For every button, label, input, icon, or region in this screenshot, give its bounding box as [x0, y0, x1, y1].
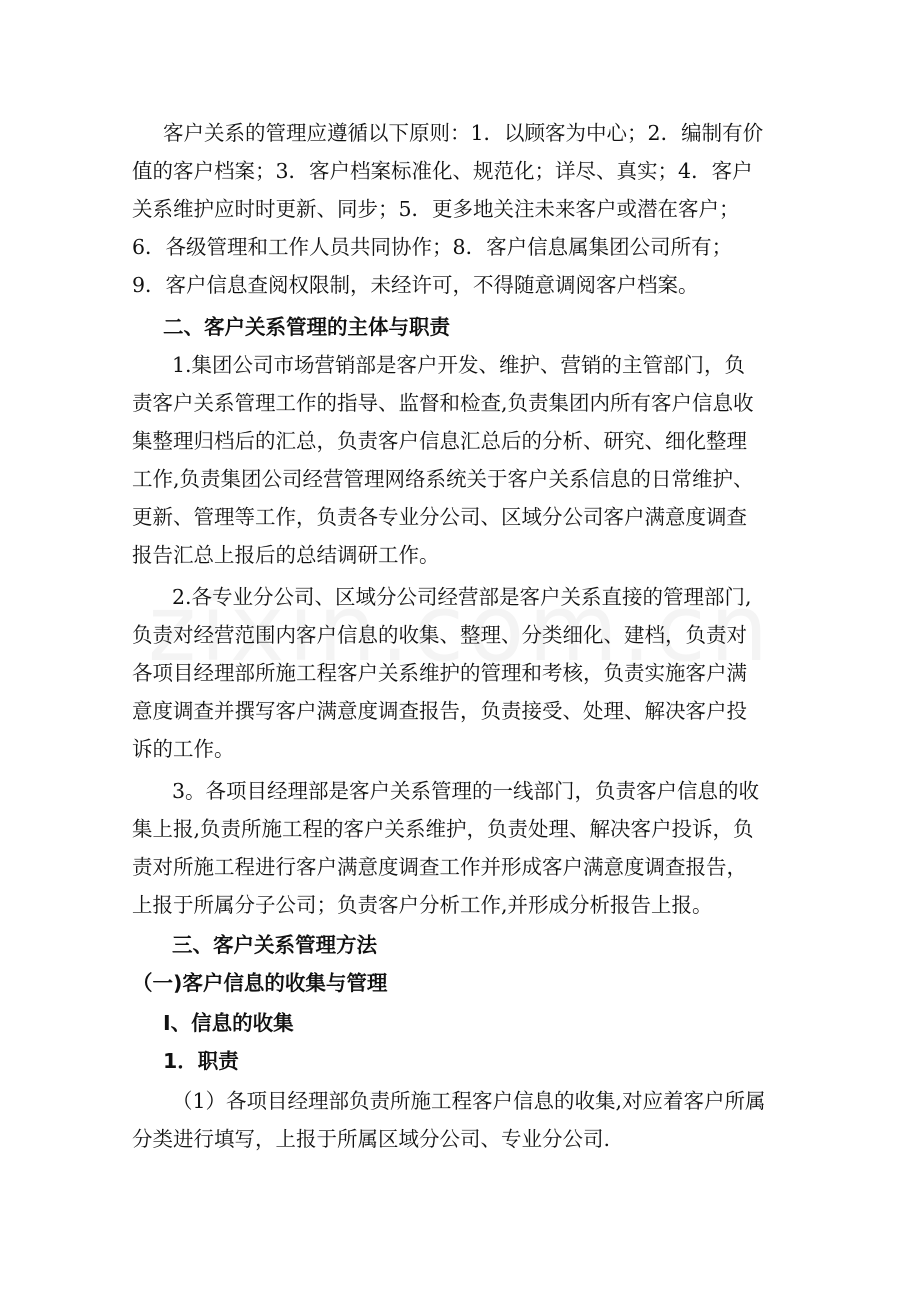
item3-line-3: 责对所施工程进行客户满意度调查工作并形成客户满意度调查报告， [132, 855, 747, 879]
item1-line-6: 报告汇总上报后的总结调研工作。 [132, 543, 440, 567]
item1-line-4: 工作,负责集团公司经营管理网络系统关于客户关系信息的日常维护、 [132, 467, 754, 491]
principles-line-2: 值的客户档案；3．客户档案标准化、规范化；详尽、真实；4．客户 [132, 159, 753, 183]
subsection-heading-duties: 1．职责 [163, 1049, 239, 1073]
item1-line-1: 1.集团公司市场营销部是客户开发、维护、营销的主管部门，负 [172, 353, 746, 377]
item2-line-4: 意度调查并撰写客户满意度调查报告，负责接受、处理、解决客户投 [132, 699, 747, 723]
principles-line-1: 客户关系的管理应遵循以下原则：1．以顾客为中心；2．编制有价 [163, 121, 764, 145]
item2-line-1: 2.各专业分公司、区域分公司经营部是客户关系直接的管理部门, [172, 585, 752, 609]
item3-line-4: 上报于所属分子公司；负责客户分析工作,并形成分析报告上报。 [132, 893, 713, 917]
item2-line-3: 各项目经理部所施工程客户关系维护的管理和考核，负责实施客户满 [132, 661, 747, 685]
subsection-heading-info-collection: Ⅰ、信息的收集 [163, 1011, 294, 1035]
principles-line-5: 9．客户信息查阅权限制，未经许可，不得随意调阅客户档案。 [132, 273, 699, 297]
item3-line-2: 集上报,负责所施工程的客户关系维护，负责处理、解决客户投诉，负 [132, 817, 754, 841]
section-heading-3: 三、客户关系管理方法 [172, 933, 377, 957]
principles-line-3: 关系维护应时时更新、同步；5．更多地关注未来客户或潜在客户； [132, 197, 740, 221]
item2-line-5: 诉的工作。 [132, 737, 235, 761]
subsection-heading-1: （一)客户信息的收集与管理 [132, 971, 388, 995]
item1-line-3: 集整理归档后的汇总，负责客户信息汇总后的分析、研究、细化整理 [132, 429, 747, 453]
item1-line-5: 更新、管理等工作，负责各专业分公司、区域分公司客户满意度调查 [132, 505, 747, 529]
duty1-line-1: （1）各项目经理部负责所施工程客户信息的收集,对应着客户所属 [172, 1089, 766, 1113]
item1-line-2: 责客户关系管理工作的指导、监督和检查,负责集团内所有客户信息收 [132, 391, 754, 415]
section-heading-2: 二、客户关系管理的主体与职责 [163, 315, 450, 339]
item2-line-2: 负责对经营范围内客户信息的收集、整理、分类细化、建档，负责对 [132, 623, 747, 647]
principles-line-4: 6．各级管理和工作人员共同协作；8．客户信息属集团公司所有； [132, 235, 733, 259]
item3-line-1: 3。各项目经理部是客户关系管理的一线部门，负责客户信息的收 [172, 779, 760, 803]
duty1-line-2: 分类进行填写，上报于所属区域分公司、专业分公司. [132, 1127, 611, 1151]
